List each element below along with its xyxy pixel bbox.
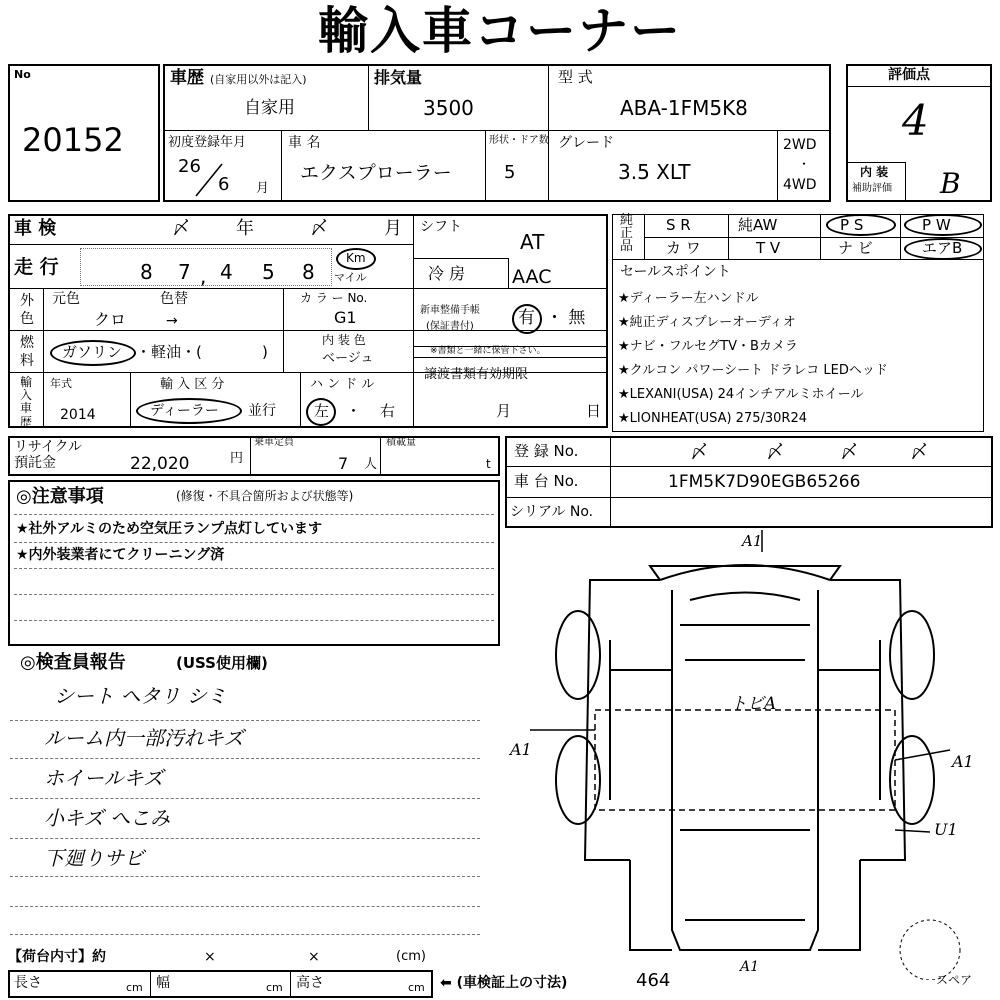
- mileage-digit-2: 7: [178, 260, 191, 284]
- cargo-x1: ×: [204, 949, 216, 965]
- page-title: 輸入車コーナー: [318, 2, 682, 60]
- cargo-note: ⬅ (車検証上の寸法): [440, 975, 568, 991]
- cargo-height-label: 高さ: [296, 975, 324, 991]
- shift-label: シフト: [420, 219, 462, 235]
- drive-2wd: 2WD: [783, 137, 817, 153]
- handle-right: 右: [380, 402, 396, 420]
- mileage-digit-3: 4: [220, 260, 233, 284]
- inspection-month-unit: 月: [384, 218, 402, 239]
- genuine-sr: S R: [666, 216, 691, 234]
- mileage-comma: ,: [200, 264, 207, 288]
- history-label: 車歴: [170, 68, 204, 88]
- manual-yes: 有: [518, 308, 535, 328]
- score-value: 4: [902, 96, 929, 145]
- lot-label: No: [14, 68, 31, 81]
- serial-label: シリアル No.: [510, 504, 594, 520]
- mileage-digit-4: 5: [262, 260, 275, 284]
- car-damage-diagram: [500, 530, 990, 980]
- sales-point-6: ★LIONHEAT(USA) 275/30R24: [618, 411, 807, 426]
- reg-mark-2: 〆: [766, 442, 784, 463]
- inspection-month-mark: 〆: [310, 218, 328, 239]
- recycle-label: リサイクル: [14, 439, 83, 455]
- mark-left: A1: [510, 740, 532, 759]
- transfer-label: 譲渡書類有効期限: [424, 367, 529, 382]
- interior-color-label: 内 装 色: [322, 333, 366, 347]
- interior-color-value: ベージュ: [322, 351, 374, 366]
- inspector-sub: (USS使用欄): [176, 654, 268, 672]
- lot-box: [8, 64, 160, 202]
- sales-point-4: ★クルコン パワーシート ドラレコ LEDヘッド: [618, 363, 888, 378]
- genuine-pw: P W: [922, 216, 951, 234]
- history-value: 自家用: [244, 98, 295, 118]
- load-label: 積載量: [386, 437, 416, 448]
- inspection-label: 車 検: [14, 218, 57, 239]
- note-line-2: ★内外装業者にてクリーニング済: [16, 547, 225, 563]
- load-unit: t: [486, 457, 491, 471]
- cargo-label: 【荷台内寸】約: [8, 949, 106, 965]
- reg-mark-1: 〆: [690, 442, 708, 463]
- mileage-digit-5: 8: [302, 260, 315, 284]
- changed-color-label: 色替: [160, 291, 188, 307]
- model-type-value: ABA-1FM5K8: [620, 96, 748, 120]
- sales-points-label: セールスポイント: [620, 264, 731, 280]
- genuine-aw: 純AW: [738, 216, 778, 234]
- car-name-label: 車 名: [288, 135, 321, 151]
- orig-color-label: 元色: [52, 291, 80, 307]
- lot-number: 20152: [22, 121, 124, 159]
- cargo-value: 464: [636, 970, 671, 991]
- capacity-label: 乗車定員: [254, 437, 294, 448]
- inspection-year-mark: 〆: [172, 218, 190, 239]
- cargo-width-cm: cm: [266, 981, 283, 994]
- handle-sep: ・: [346, 402, 362, 420]
- cargo-unit: (cm): [396, 949, 426, 964]
- mileage-unit-mile: マイル: [334, 271, 367, 284]
- genuine-airbag: エアB: [922, 239, 963, 257]
- doors-value: 5: [504, 162, 516, 183]
- genuine-label: 純正品: [620, 213, 634, 254]
- handle-label: ハ ン ド ル: [310, 377, 375, 392]
- history-note: (自家用以外は記入): [210, 73, 307, 86]
- inspector-line-5: 下廻りサビ: [44, 846, 144, 870]
- inspector-line-2: ルーム内一部汚れキズ: [44, 726, 244, 750]
- interior-value: B: [940, 167, 961, 200]
- sales-point-2: ★純正ディスプレーオーディオ: [618, 315, 796, 330]
- ext-color-label: 外色: [20, 293, 34, 328]
- manual-sub: (保証書付): [426, 321, 474, 332]
- drive-sep: ・: [798, 157, 811, 171]
- first-reg-label: 初度登録年月: [168, 135, 247, 150]
- chassis-label: 車 台 No.: [514, 472, 579, 490]
- inspector-label: ◎検査員報告: [20, 652, 126, 673]
- import-label: 輸入車歴: [20, 375, 33, 429]
- manual-label: 新車整備手帳: [420, 305, 480, 316]
- cargo-width-label: 幅: [156, 975, 170, 991]
- cargo-length-cm: cm: [126, 981, 143, 994]
- genuine-ps: P S: [840, 216, 864, 234]
- first-reg-month-unit: 月: [256, 181, 270, 196]
- recycle-unit: 円: [230, 451, 244, 466]
- interior-label: 内 装: [860, 165, 889, 179]
- interior-sub: 補助評価: [852, 183, 892, 194]
- shift-value: AT: [520, 230, 545, 254]
- genuine-tv: T V: [756, 239, 781, 257]
- score-label: 評価点: [888, 67, 930, 83]
- color-code-label: カ ラ ー No.: [300, 291, 368, 305]
- manual-no: ・ 無: [546, 308, 586, 328]
- note-line-1: ★社外アルミのため空気圧ランプ点灯しています: [16, 521, 322, 537]
- genuine-navi: ナ ビ: [838, 239, 873, 257]
- capacity-unit: 人: [364, 457, 378, 472]
- fuel-other: ・軽油・(: [136, 343, 202, 361]
- import-parallel: 並行: [248, 403, 276, 419]
- transfer-month: 月: [496, 402, 512, 420]
- car-name-value: エクスプローラー: [300, 162, 452, 184]
- recycle-label2: 預託金: [14, 455, 56, 471]
- transfer-day: 日: [586, 402, 602, 420]
- mark-front: A1: [742, 532, 763, 550]
- drive-4wd: 4WD: [783, 177, 817, 193]
- mark-rear: A1: [740, 959, 760, 975]
- reg-mark-3: 〆: [840, 442, 858, 463]
- mark-hood: トビA: [730, 694, 777, 714]
- import-year: 2014: [60, 407, 96, 423]
- notes-label: ◎注意事項: [16, 486, 104, 507]
- doors-label: 形状・ドア数: [489, 135, 549, 146]
- manual-note: ※書類と一緒に保管下さい。: [430, 346, 546, 356]
- genuine-leather: カ ワ: [666, 239, 701, 257]
- notes-sub: (修復・不具合箇所および状態等): [176, 489, 354, 503]
- displacement-label: 排気量: [374, 68, 423, 87]
- grade-value: 3.5 XLT: [618, 160, 691, 184]
- mark-right-rear: A1: [952, 752, 974, 771]
- reg-mark-4: 〆: [910, 442, 928, 463]
- inspection-year-unit: 年: [236, 218, 254, 239]
- sales-point-5: ★LEXANI(USA) 24インチアルミホイール: [618, 387, 864, 402]
- handle-left: 左: [314, 402, 330, 420]
- recycle-value: 22,020: [130, 454, 190, 474]
- ac-label: 冷 房: [428, 264, 466, 283]
- mark-spare: スペア: [936, 973, 973, 987]
- mileage-label: 走 行: [14, 256, 59, 278]
- capacity-value: 7: [338, 454, 349, 473]
- model-type-label: 型 式: [558, 68, 593, 86]
- sales-point-1: ★ディーラー左ハンドル: [618, 291, 759, 306]
- mileage-unit-km: Km: [346, 251, 366, 265]
- inspector-line-4: 小キズ へこみ: [44, 806, 170, 830]
- inspector-line-1: シート ヘタリ シミ: [54, 684, 227, 708]
- color-code-value: G1: [334, 308, 357, 327]
- first-reg-year: 26: [178, 156, 201, 177]
- inspector-line-3: ホイールキズ: [44, 766, 164, 790]
- mark-right-tail: U1: [934, 820, 958, 839]
- mileage-digit-1: 8: [140, 260, 153, 284]
- orig-color-value: クロ: [94, 310, 127, 329]
- import-cat-label: 輸 入 区 分: [160, 377, 225, 392]
- cargo-height-cm: cm: [408, 981, 425, 994]
- fuel-gasoline: ガソリン: [62, 343, 123, 361]
- first-reg-month: 6: [218, 174, 230, 195]
- sales-point-3: ★ナビ・フルセグTV・Bカメラ: [618, 339, 798, 354]
- cargo-box: [8, 970, 433, 998]
- ac-value: AAC: [512, 266, 552, 288]
- color-arrow: →: [166, 313, 178, 329]
- cargo-length-label: 長さ: [14, 975, 42, 991]
- displacement-value: 3500: [423, 96, 474, 120]
- import-dealer: ディーラー: [150, 403, 219, 419]
- chassis-value: 1FM5K7D90EGB65266: [668, 472, 861, 492]
- reg-no-label: 登 録 No.: [514, 442, 579, 460]
- fuel-close: ): [262, 343, 268, 361]
- import-year-label: 年式: [50, 377, 72, 390]
- cargo-x2: ×: [308, 949, 320, 965]
- fuel-label: 燃料: [20, 335, 34, 370]
- grade-label: グレード: [558, 135, 614, 151]
